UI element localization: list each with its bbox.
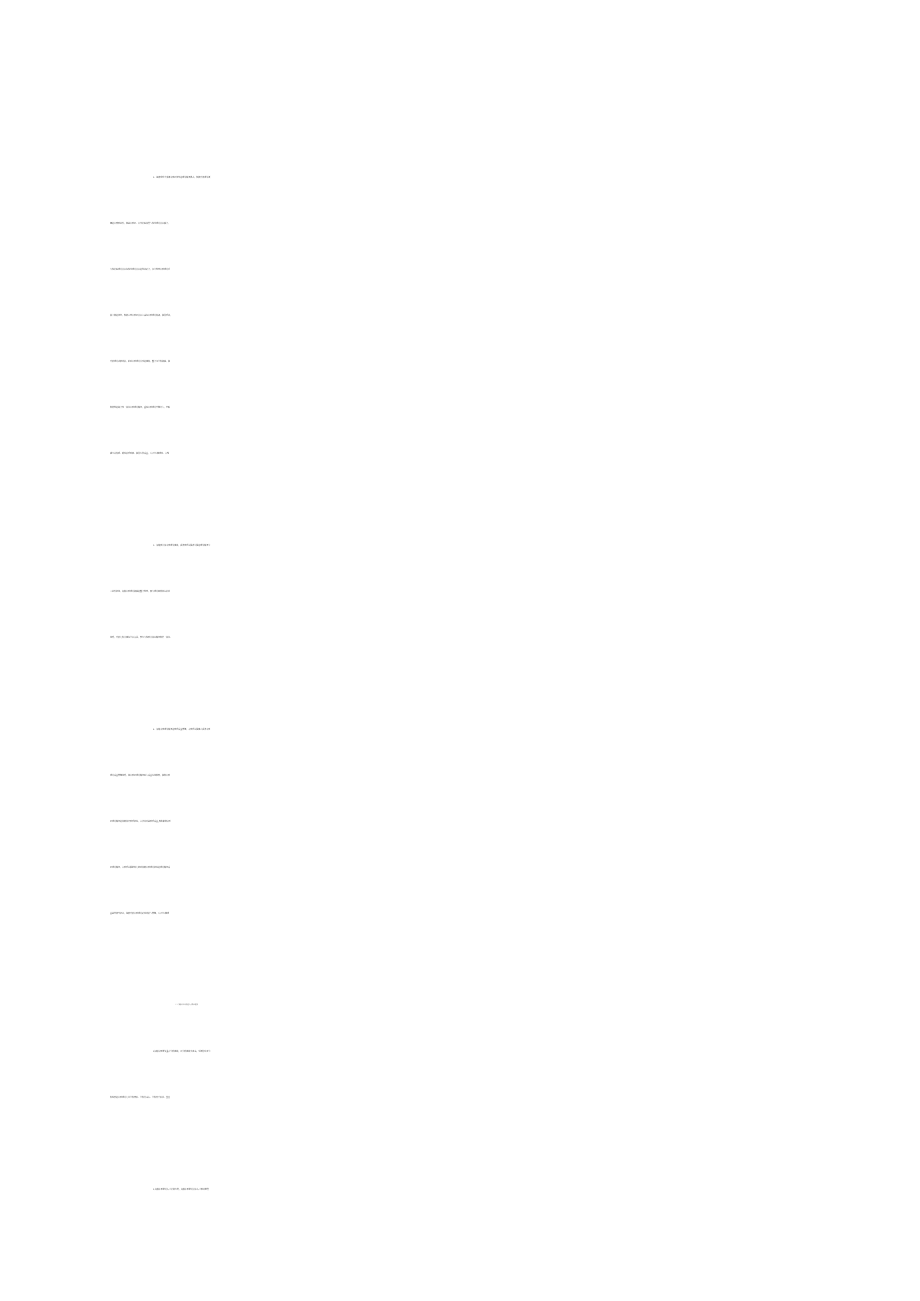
text-line: 4．加强中医康复服务的医疗质量管理。市医疗总院建立完善中医: [153, 729, 211, 731]
text-line: 2．探索有利于发挥中医药优势的康复服务模式。积极开展康复领: [153, 177, 211, 179]
text-line: 科背景的中医康复专业学科团队、学科带头人、学科骨干队伍、基层: [110, 1097, 171, 1099]
text-line: [110, 938, 920, 982]
text-line: 2.加强中医康复人才培训力度。加强中医康复技术人才继续教育: [153, 1189, 209, 1191]
text-line: 制度，开展专科共建和学术交流，努力实现医共体内服务供给一体化、: [110, 637, 173, 639]
text-line: 供便利的综合性一体化中医康复服务。重视中医康复早期介入，争取: [110, 407, 171, 409]
text-line: 药康复服务，市医疗总院组织专家对各级中医康复机构的康复服务质: [110, 867, 171, 869]
text-line: 量进行督导检查。探索开展中医康复结局评价与管理。（市卫生健康: [110, 913, 170, 915]
section-heading: （三）加强中医药康复人才队伍建设: [174, 1005, 198, 1006]
text-line: 段丰富的优势，积极应用中医药技术方法和中医康复设备，提高疗效。: [110, 315, 173, 317]
text-line: [110, 478, 920, 522]
text-line: 康复质量管理制度，将中医药康复服务纳入质量控制范围。提供中医: [110, 775, 171, 777]
text-line: 实现传统康复技术和现代康复技术的有效结合。充分利用中医康复手: [110, 269, 171, 271]
text-line: 域的中西医协作，促进中医药、中华传统体育与现代康复技术融合，: [110, 223, 171, 225]
text-line: [110, 1122, 920, 1166]
text-line: 药康复服务的各级各类医疗机构，应持续改进医疗质量,规范提供中医: [110, 821, 171, 823]
text-line: L加强中医康复重点学科建设。以学科建设为龙头，引领带动多学: [153, 1051, 211, 1053]
text-line: [110, 662, 920, 706]
text-line: 工协作机制，加强中医康复资源的整合利用，落实康复患者双向转诊: [110, 591, 171, 593]
text-line: 3．加强医共体中医康复建设。完善医疗总院各分院的康复服务分: [153, 545, 211, 547]
text-line: 减少并发症、缩短治疗时间、提高生存质量。（市卫生健康局、市残: [110, 453, 170, 455]
text-line: [110, 110, 920, 154]
text-line: 开展康复功能评估。推动中医康复单元的建设，整合多学科资源，提: [110, 361, 171, 363]
